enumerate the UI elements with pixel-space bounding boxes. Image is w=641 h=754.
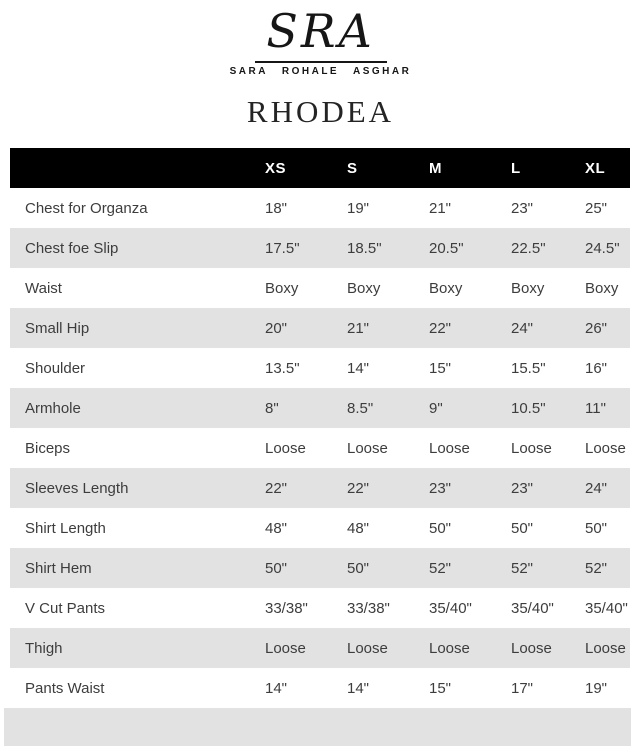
size-value: Loose xyxy=(429,439,470,457)
size-value: 50" xyxy=(265,559,288,577)
table-row xyxy=(10,228,630,268)
size-value: 50" xyxy=(585,519,608,537)
size-value: Boxy xyxy=(347,279,381,297)
size-value: 52" xyxy=(511,559,534,577)
table-row xyxy=(10,548,630,588)
size-value: 24" xyxy=(511,319,534,337)
table-row xyxy=(10,508,630,548)
size-value: 50" xyxy=(511,519,534,537)
size-value: 17" xyxy=(511,679,534,697)
size-value: 35/40" xyxy=(585,599,628,617)
size-value: 14" xyxy=(265,679,288,697)
size-value: Loose xyxy=(585,639,626,657)
size-value: 8.5" xyxy=(347,399,374,417)
row-label: Chest for Organza xyxy=(25,199,148,217)
table-row xyxy=(10,428,630,468)
column-header-xs: XS xyxy=(255,148,337,188)
size-chart-table xyxy=(10,148,630,708)
size-chart-header-row xyxy=(10,148,630,188)
table-row xyxy=(10,468,630,508)
logo-divider xyxy=(255,61,387,63)
size-value: 22.5" xyxy=(511,239,546,257)
size-value: 19" xyxy=(347,199,370,217)
size-value: 35/40" xyxy=(511,599,554,617)
column-header-xl: XL xyxy=(575,148,630,188)
row-label: Shoulder xyxy=(25,359,86,377)
size-value: 15.5" xyxy=(511,359,546,377)
size-value: 33/38" xyxy=(347,599,390,617)
size-value: Loose xyxy=(511,639,552,657)
size-value: 52" xyxy=(429,559,452,577)
size-value: 50" xyxy=(429,519,452,537)
size-value: Loose xyxy=(429,639,470,657)
size-value: Loose xyxy=(347,639,388,657)
size-value: Loose xyxy=(585,439,626,457)
size-value: 10.5" xyxy=(511,399,546,417)
table-row xyxy=(10,628,630,668)
size-value: 17.5" xyxy=(265,239,300,257)
column-header-s: S xyxy=(337,148,419,188)
size-value: 16" xyxy=(585,359,608,377)
size-value: 13.5" xyxy=(265,359,300,377)
size-value: 52" xyxy=(585,559,608,577)
row-label: Waist xyxy=(25,279,62,297)
size-value: 15" xyxy=(429,359,452,377)
size-value: 15" xyxy=(429,679,452,697)
size-value: 33/38" xyxy=(265,599,308,617)
table-row xyxy=(10,268,630,308)
column-header-m: M xyxy=(419,148,501,188)
column-header-l: L xyxy=(501,148,575,188)
size-chart-body xyxy=(10,188,630,708)
table-row xyxy=(10,588,630,628)
table-row xyxy=(10,388,630,428)
row-label: Armhole xyxy=(25,399,81,417)
row-label: Shirt Hem xyxy=(25,559,92,577)
size-value: 23" xyxy=(511,479,534,497)
page-title: RHODEA xyxy=(246,94,395,129)
size-value: 35/40" xyxy=(429,599,472,617)
row-label: Biceps xyxy=(25,439,71,457)
empty-footer-row xyxy=(4,708,631,746)
size-value: 25" xyxy=(585,199,608,217)
size-value: 11" xyxy=(585,399,606,417)
size-value: Boxy xyxy=(585,279,619,297)
size-value: 50" xyxy=(347,559,370,577)
size-value: 14" xyxy=(347,359,370,377)
size-value: 19" xyxy=(585,679,608,697)
row-label: Sleeves Length xyxy=(25,479,129,497)
size-value: Loose xyxy=(347,439,388,457)
size-value: 24" xyxy=(585,479,608,497)
size-value: 18.5" xyxy=(347,239,382,257)
size-value: Loose xyxy=(265,639,306,657)
brand-monogram: SRA xyxy=(266,4,375,58)
size-value: Boxy xyxy=(265,279,299,297)
size-value: 20.5" xyxy=(429,239,464,257)
size-value: 8" xyxy=(265,399,279,417)
row-label: Pants Waist xyxy=(25,679,105,697)
measurement-column-header xyxy=(10,148,255,188)
size-value: Loose xyxy=(511,439,552,457)
size-value: Boxy xyxy=(511,279,545,297)
size-value: 22" xyxy=(265,479,288,497)
size-value: 22" xyxy=(347,479,370,497)
size-value: 24.5" xyxy=(585,239,620,257)
size-value: 26" xyxy=(585,319,608,337)
row-label: Small Hip xyxy=(25,319,90,337)
size-value: 18" xyxy=(265,199,288,217)
row-label: Shirt Length xyxy=(25,519,106,537)
size-value: 21" xyxy=(429,199,452,217)
size-value: 20" xyxy=(265,319,288,337)
size-value: 23" xyxy=(429,479,452,497)
size-value: 48" xyxy=(265,519,288,537)
size-value: 21" xyxy=(347,319,370,337)
row-label: Chest foe Slip xyxy=(25,239,119,257)
size-value: Loose xyxy=(265,439,306,457)
brand-header xyxy=(0,0,641,130)
size-value: 9" xyxy=(429,399,443,417)
row-label: Thigh xyxy=(25,639,63,657)
size-value: 14" xyxy=(347,679,370,697)
table-row xyxy=(10,348,630,388)
table-row xyxy=(10,668,630,708)
size-value: 48" xyxy=(347,519,370,537)
size-value: 22" xyxy=(429,319,452,337)
size-value: 23" xyxy=(511,199,534,217)
size-value: Boxy xyxy=(429,279,463,297)
row-label: V Cut Pants xyxy=(25,599,106,617)
table-row xyxy=(10,188,630,228)
brand-name: SARA ROHALE ASGHAR xyxy=(229,66,412,77)
table-row xyxy=(10,308,630,348)
